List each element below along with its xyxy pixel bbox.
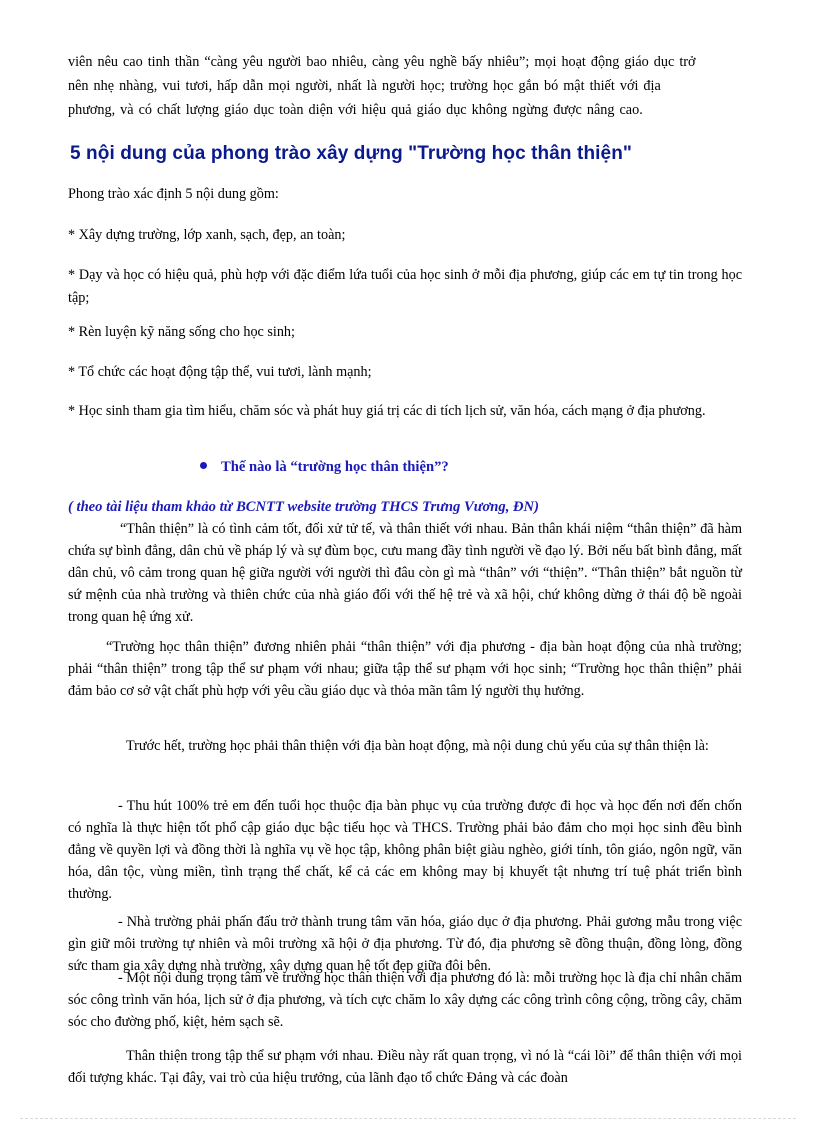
intro-line-1: viên nêu cao tinh thần “càng yêu người bao nhiêu, càng yêu nghề bấy nhiêu”; mọi hoạt động giáo dục trở [68, 54, 696, 70]
section-heading: 5 nội dung của phong trào xây dựng "Trường học thân thiện" [70, 143, 633, 164]
list-item-2: * Dạy và học có hiệu quả, phù hợp với đặc điểm lứa tuổi của học sinh ở mỗi địa phương, giúp các em tự tin trong học tập; [68, 267, 742, 306]
list-intro: Phong trào xác định 5 nội dung gồm: [68, 186, 279, 202]
bullet-heading-row [200, 459, 449, 476]
paragraph-than-thien: “Thân thiện” là có tình cảm tốt, đối xử tử tế, và thân thiết với nhau. Bản thân khái niệm “thân thiện” đã hàm chứa sự bình đẳng, dân chủ về pháp lý và sự đùm bọc, cưu mang đầy tình người về đạo lý. Bởi nếu bất bình đẳng, mất dân chủ, vô cảm trong quan hệ giữa người với người thì đâu còn gì mà “thân” với “thiện”. “Thân thiện” bắt nguồn từ sứ mệnh của nhà trường và thiên chức của nhà giáo đối với thế hệ trẻ và xã hội, chứ không dừng ở thái độ bề ngoài trong quan hệ ứng xử. [68, 521, 742, 625]
intro-line-2: nên nhẹ nhàng, vui tươi, hấp dẫn mọi người, nhất là người học; trường học gắn bó mật thiết với địa [68, 78, 661, 94]
intro-line-3: phương, và có chất lượng giáo dục toàn diện với hiệu quả giáo dục không ngừng được nâng cao. [68, 102, 643, 118]
source-note: ( theo tài liệu tham khảo từ BCNTT website trường THCS Trưng Vương, ĐN) [68, 499, 539, 515]
page-bottom-divider [20, 1118, 796, 1119]
paragraph-nha-truong: - Nhà trường phải phấn đấu trở thành trung tâm văn hóa, giáo dục ở địa phương. Phải gương mẫu trong việc gìn giữ môi trường tự nhiên và môi trường xã hội ở địa phương. Từ đó, địa phương sẽ đồng thuận, đồng lòng, đồng sức tham gia xây dựng nhà trường, xây dựng quan hệ tốt đẹp giữa đôi bên. [68, 914, 742, 974]
paragraph-tap-the-su-pham: Thân thiện trong tập thể sư phạm với nhau. Điều này rất quan trọng, vì nó là “cái lõi” để thân thiện với mọi đối tượng khác. Tại đây, vai trò của hiệu trưởng, của lãnh đạo tổ chức Đảng và các đoàn [68, 1048, 742, 1086]
paragraph-thu-hut: - Thu hút 100% trẻ em đến tuổi học thuộc địa bàn phục vụ của trường được đi học và học đến nơi đến chốn có nghĩa là thực hiện tốt phổ cập giáo dục bậc tiểu học và THCS. Trường phải bảo đảm cho mọi học sinh đều bình đẳng về quyền lợi và đồng thời là nghĩa vụ về học tập, không phân biệt giàu nghèo, giới tính, tôn giáo, ngôn ngữ, văn hóa, dân tộc, vùng miền, tình trạng thể chất, kể cả các em không may bị khuyết tật nhưng trí tuệ phát triển bình thường. [68, 798, 742, 902]
list-item-5: * Học sinh tham gia tìm hiểu, chăm sóc và phát huy giá trị các di tích lịch sử, văn hóa, cách mạng ở địa phương. [68, 403, 706, 419]
paragraph-mot-noi-dung: - Một nội dung trọng tâm về trường học thân thiện với địa phương đó là: mỗi trường học là địa chỉ nhân chăm sóc công trình văn hóa, lịch sử ở địa phương, và tích cực chăm lo xây dựng các công trình công cộng, trồng cây, chăm sóc cho đường phố, kiệt, hẻm sạch sẽ. [68, 970, 743, 1030]
bullet-heading: Thế nào là “trường học thân thiện”? [221, 459, 449, 475]
paragraph-truong-hoc-than-thien: “Trường học thân thiện” đương nhiên phải “thân thiện” với địa phương - địa bàn hoạt động của nhà trường; phải “thân thiện” trong tập thể sư phạm với nhau; giữa tập thể sư phạm với học sinh; “Trường học thân thiện” phải đảm bảo cơ sở vật chất phù hợp với yêu cầu giáo dục và thỏa mãn tâm lý người thụ hưởng. [68, 639, 742, 699]
list-item-1: * Xây dựng trường, lớp xanh, sạch, đẹp, an toàn; [68, 227, 346, 243]
list-item-4: * Tổ chức các hoạt động tập thể, vui tươi, lành mạnh; [68, 364, 372, 380]
paragraph-truoc-het: Trước hết, trường học phải thân thiện với địa bàn hoạt động, mà nội dung chủ yếu của sự thân thiện là: [126, 738, 709, 754]
bullet-dot-icon [200, 462, 207, 469]
list-item-3: * Rèn luyện kỹ năng sống cho học sinh; [68, 324, 295, 340]
